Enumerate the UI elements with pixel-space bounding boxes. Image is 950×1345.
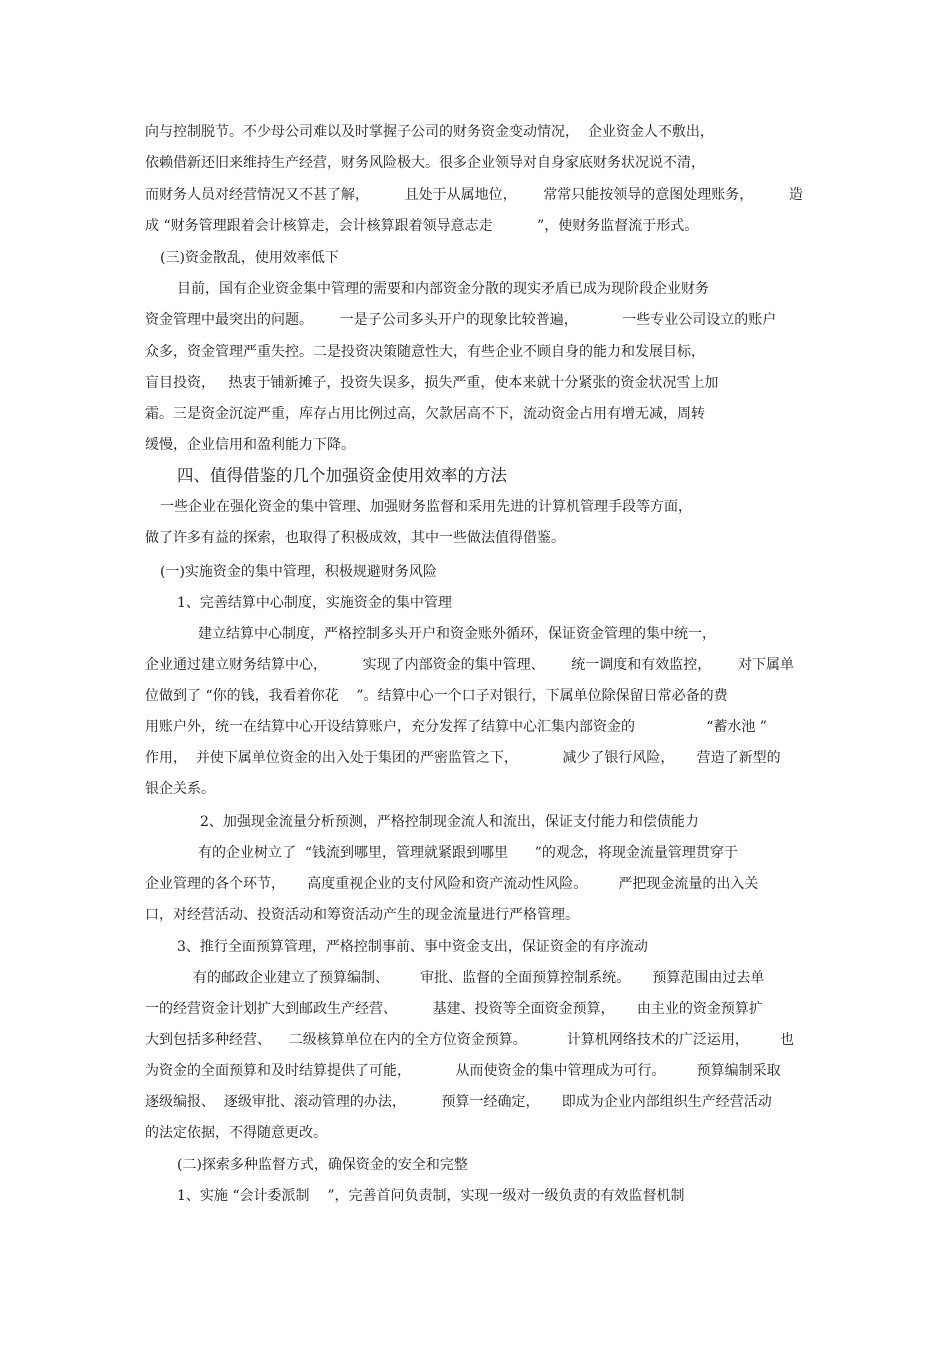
paragraph-line: 口，对经营活动、投资活动和筹资活动产生的现金流量进行严格管理。 — [145, 907, 579, 923]
paragraph-line: 一的经营资金计划扩大到邮政生产经营、 基建、投资等全面资金预算， 由主业的资金预算扩 — [145, 1001, 763, 1017]
paragraph-line: 向与控制脱节。不少母公司难以及时掌握子公司的财务资金变动情况， 企业资金人不敷出， — [145, 124, 714, 140]
paragraph-line: 建立结算中心制度，严格控制多头开户和资金账外循环，保证资金管理的集中统一， — [198, 626, 716, 642]
paragraph-line: 有的企业树立了 “钱流到哪里，管理就紧跟到哪里 ”的观念，将现金流量管理贯穿于 — [198, 845, 738, 861]
paragraph-line: 银企关系。 — [145, 781, 215, 797]
paragraph-line: 缓慢，企业信用和盈利能力下降。 — [145, 437, 355, 453]
paragraph-line: 盲目投资， 热衷于铺新摊子，投资失误多，损失严重，使本来就十分紧张的资金状况雪上加 — [145, 375, 719, 391]
paragraph-line: 用账户外，统一在结算中心开设结算账户，充分发挥了结算中心汇集内部资金的 “蓄水池 ” — [145, 719, 767, 735]
paragraph-line: 位做到了 “你的钱，我看着你花 ”。结算中心一个口子对银行，下属单位除保留日常必备的费 — [145, 688, 728, 704]
chapter-heading: 四、值得借鉴的几个加强资金使用效率的方法 — [177, 466, 507, 485]
paragraph-line: 企业通过建立财务结算中心， 实现了内部资金的集中管理、 统一调度和有效监控， 对下属单 — [145, 657, 795, 673]
paragraph-line: 资金管理中最突出的问题。 一是子公司多头开户的现象比较普遍， 一些专业公司设立的账户 — [145, 312, 777, 328]
paragraph-line: 作用， 并使下属单位资金的出入处于集团的严密监管之下， 减少了银行风险， 营造了新型的 — [145, 750, 781, 766]
paragraph-line: 众多，资金管理严重失控。二是投资决策随意性大，有些企业不顾自身的能力和发展目标， — [145, 344, 705, 360]
paragraph-line: 的法定依据，不得随意更改。 — [145, 1125, 327, 1141]
paragraph-line: 为资金的全面预算和及时结算提供了可能， 从而使资金的集中管理成为可行。 预算编制采取 — [145, 1063, 781, 1079]
section-heading: (一)实施资金的集中管理，积极规避财务风险 — [160, 564, 437, 580]
paragraph-line: 企业管理的各个环节， 高度重视企业的支付风险和资产流动性风险。 严把现金流量的出入关 — [145, 876, 759, 892]
subsection-heading: 3、推行全面预算管理，严格控制事前、事中资金支出，保证资金的有序流动 — [177, 939, 648, 955]
paragraph-line: 逐级编报、 逐级审批、滚动管理的办法， 预算一经确定， 即成为企业内部组织生产经营活动 — [145, 1094, 772, 1110]
paragraph-line: 成 “财务管理跟着会计核算走，会计核算跟着领导意志走 ”，使财务监督流于形式。 — [145, 218, 699, 234]
subsection-heading: 1、完善结算中心制度，实施资金的集中管理 — [177, 595, 452, 611]
paragraph-line: 大到包括多种经营、 二级核算单位在内的全方位资金预算。 计算机网络技术的广泛运用， 也 — [145, 1032, 795, 1048]
paragraph-line: 依赖借新还旧来维持生产经营，财务风险极大。很多企业领导对自身家底财务状况说不清， — [145, 155, 705, 171]
paragraph-line: 做了许多有益的探索，也取得了积极成效，其中一些做法值得借鉴。 — [145, 530, 565, 546]
section-heading: (二)探索多种监督方式，确保资金的安全和完整 — [177, 1157, 468, 1173]
paragraph-line: 而财务人员对经营情况又不甚了解， 且处于从属地位， 常常只能按领导的意图处理账务， 造 — [145, 187, 803, 203]
subsection-heading: 2、加强现金流量分析预测，严格控制现金流人和流出，保证支付能力和偿债能力 — [200, 814, 699, 830]
subsection-heading: 1、实施 “会计委派制 ”，完善首问负责制，实现一级对一级负责的有效监督机制 — [177, 1188, 685, 1204]
paragraph-line: 一些企业在强化资金的集中管理、加强财务监督和采用先进的计算机管理手段等方面， — [160, 499, 692, 515]
paragraph-line: 目前，国有企业资金集中管理的需要和内部资金分散的现实矛盾已成为现阶段企业财务 — [177, 281, 709, 297]
section-heading: (三)资金散乱，使用效率低下 — [160, 250, 339, 266]
paragraph-line: 有的邮政企业建立了预算编制、 审批、监督的全面预算控制系统。 预算范围由过去单 — [193, 970, 765, 986]
paragraph-line: 霜。三是资金沉淀严重，库存占用比例过高，欠款居高不下，流动资金占用有增无减，周转 — [145, 406, 705, 422]
